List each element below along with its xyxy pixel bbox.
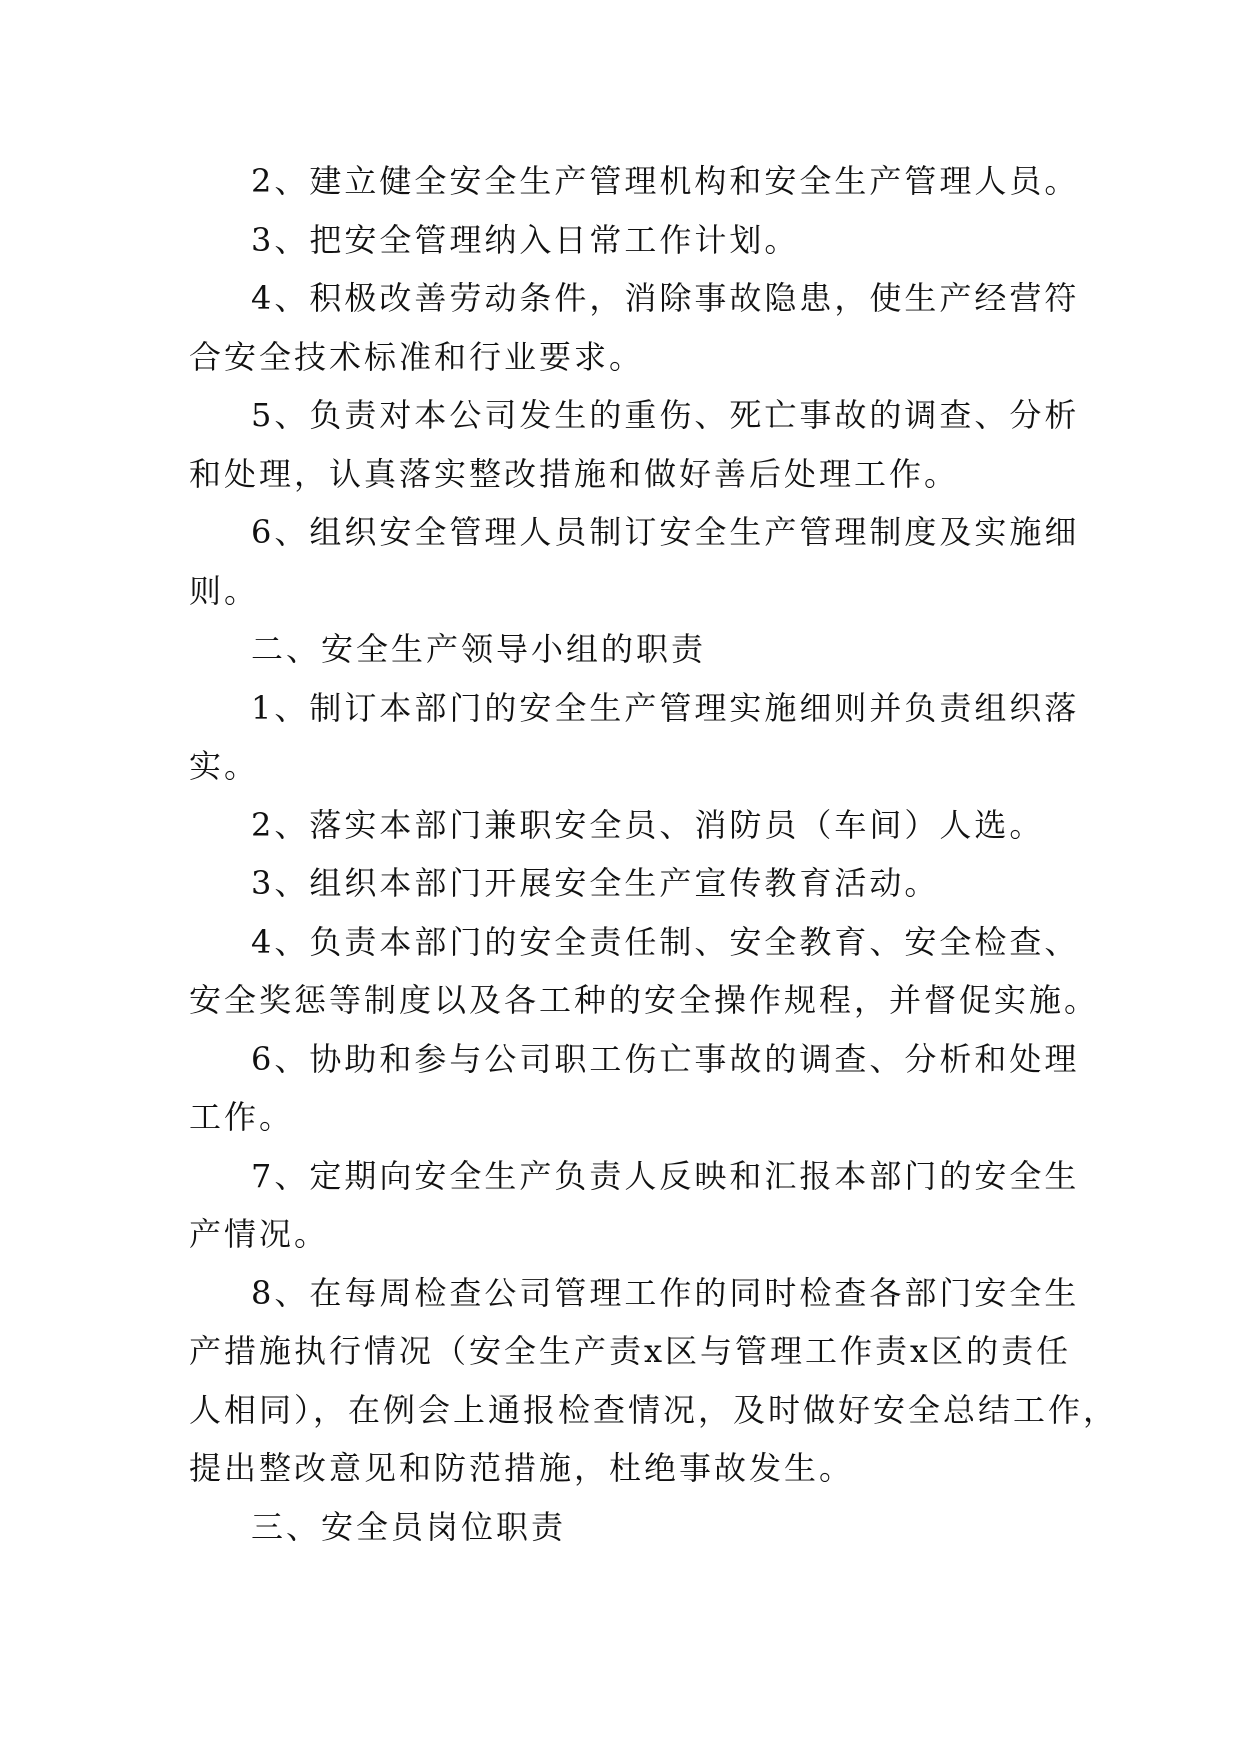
paragraph-item-5-line-2: 和处理，认真落实整改措施和做好善后处理工作。	[189, 454, 960, 493]
document-body	[189, 152, 1119, 1556]
section-2-item-4-line-2: 安全奖惩等制度以及各工种的安全操作规程，并督促实施。	[189, 981, 1100, 1019]
section-2-item-8-line-3: 人相同），在例会上通报检查情况，及时做好安全总结工作，	[189, 1390, 1119, 1429]
paragraph-item-4-line-2: 合安全技术标准和行业要求。	[189, 337, 645, 376]
section-heading-3: 三、安全员岗位职责	[251, 1507, 567, 1546]
section-2-item-2: 2、落实本部门兼职安全员、消防员（车间）人选。	[251, 805, 1045, 844]
section-2-item-8-line-1: 8、在每周检查公司管理工作的同时检查各部门安全生	[251, 1273, 1080, 1312]
section-2-item-8-line-4: 提出整改意见和防范措施，杜绝事故发生。	[189, 1449, 855, 1487]
section-heading-2: 二、安全生产领导小组的职责	[251, 630, 707, 668]
section-2-item-7-line-1: 7、定期向安全生产负责人反映和汇报本部门的安全生	[251, 1156, 1080, 1195]
paragraph-item-6-line-2: 则。	[189, 571, 260, 610]
paragraph-item-3: 3、把安全管理纳入日常工作计划。	[251, 220, 800, 259]
paragraph-item-6-line-1: 6、组织安全管理人员制订安全生产管理制度及实施细	[251, 513, 1080, 551]
section-2-item-6-line-2: 工作。	[189, 1098, 295, 1136]
section-2-item-6-line-1: 6、协助和参与公司职工伤亡事故的调查、分析和处理	[251, 1039, 1080, 1078]
section-2-item-7-line-2: 产情况。	[189, 1215, 330, 1253]
section-2-item-4-line-1: 4、负责本部门的安全责任制、安全教育、安全检查、	[251, 922, 1080, 961]
paragraph-item-5-line-1: 5、负责对本公司发生的重伤、死亡事故的调查、分析	[251, 396, 1080, 434]
paragraph-item-2: 2、建立健全安全生产管理机构和安全生产管理人员。	[251, 162, 1080, 200]
section-2-item-1-line-2: 实。	[189, 747, 260, 785]
section-2-item-3: 3、组织本部门开展安全生产宣传教育活动。	[251, 864, 940, 902]
section-2-item-1-line-1: 1、制订本部门的安全生产管理实施细则并负责组织落	[251, 688, 1080, 727]
paragraph-item-4-line-1: 4、积极改善劳动条件，消除事故隐患，使生产经营符	[251, 279, 1080, 317]
section-2-item-8-line-2: 产措施执行情况（安全生产责x区与管理工作责x区的责任	[189, 1332, 1072, 1370]
